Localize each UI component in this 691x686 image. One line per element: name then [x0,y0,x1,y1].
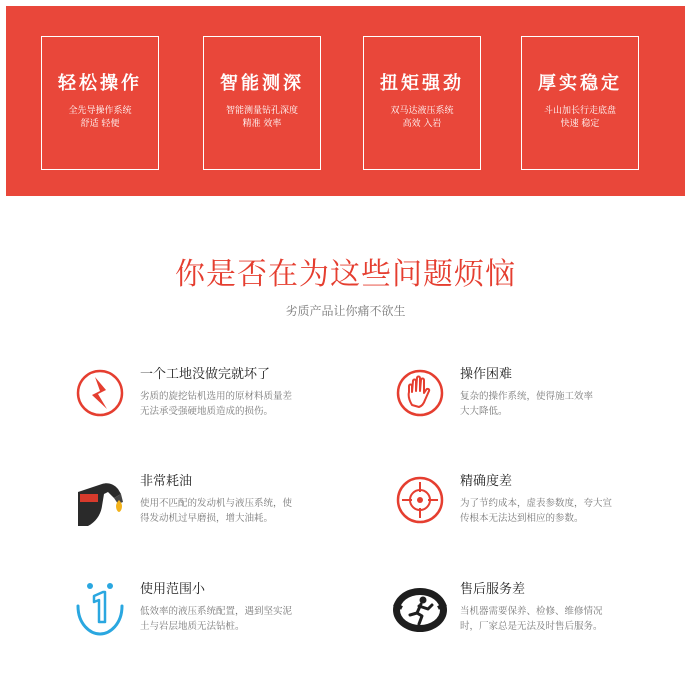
problem-item-poor-accuracy [392,472,682,552]
feature-box-title: 智能测深 [220,73,304,94]
problem-item-limited-range [72,580,362,660]
problem-description-line: 使用不匹配的发动机与液压系统，使 [140,498,293,509]
problem-description [140,496,350,526]
feature-box-line: 双马达液压系统 [390,106,454,116]
problem-description-line: 无法承受强硬地质造成的损伤。 [140,406,274,417]
problem-item-poor-service [392,580,682,660]
problem-item-fuel-consumption [72,472,362,552]
problem-description-line: 当机器需要保养、检修、维修情况 [460,606,603,617]
problem-description-line: 时，厂家总是无法及时售后服务。 [460,621,603,632]
problem-description [460,496,670,526]
feature-box-line: 快速 稳定 [560,119,600,129]
feature-box-title: 扭矩强劲 [380,73,464,94]
problem-description-line: 大大降低。 [460,406,508,417]
feature-box-title: 轻松操作 [58,73,142,94]
problem-description-line: 劣质的旋挖钻机选用的原材料质量差 [140,391,293,402]
problem-description-line: 土与岩层地质无法钻桩。 [140,621,245,632]
section-heading: 你是否在为这些问题烦恼 [175,257,516,292]
feature-box-easy-operation [41,36,159,170]
problem-description [460,604,670,634]
problem-title: 售后服务差 [460,582,526,597]
feature-box-stable [521,36,639,170]
problem-item-breaks-down [72,365,362,445]
fuel-nozzle-icon [72,472,128,528]
problem-title: 一个工地没做完就坏了 [140,367,271,382]
feature-box-line: 高效 入岩 [402,119,442,129]
problem-description-line: 低效率的液压系统配置，遇到坚实泥 [140,606,293,617]
problem-description [140,604,350,634]
feature-box-line: 斗山加长行走底盘 [543,106,616,116]
feature-box-line: 精准 效率 [242,119,282,129]
problem-description [460,389,670,419]
feature-box-title: 厚实稳定 [538,73,622,94]
problem-description-line: 复杂的操作系统，使得施工效率 [460,391,594,402]
problem-description-line: 为了节约成本，虚表参数度，夸大宣 [460,498,613,509]
problem-title: 非常耗油 [140,474,193,489]
feature-box-line: 全先导操作系统 [68,106,132,116]
lightning-circle-icon [72,365,128,421]
feature-box-line: 智能测量钻孔深度 [225,106,298,116]
feature-banner [6,6,685,196]
crosshair-target-icon [392,472,448,528]
problem-description [140,389,350,419]
feature-box-smart-depth [203,36,321,170]
smiley-number-one-icon [72,580,128,636]
feature-box-line: 舒适 轻便 [80,119,120,129]
hand-stop-icon [392,365,448,421]
problem-title: 精确度差 [460,474,513,489]
problem-description-line: 传根本无法达到相应的参数。 [460,513,584,524]
problem-item-hard-to-operate [392,365,682,445]
feature-box-torque [363,36,481,170]
section-subheading: 劣质产品让你痛不欲生 [285,304,406,318]
problem-title: 使用范围小 [140,582,206,597]
wrench-worker-icon [392,580,448,636]
problem-title: 操作困难 [460,367,513,382]
problem-description-line: 得发动机过早磨损，增大油耗。 [140,513,274,524]
